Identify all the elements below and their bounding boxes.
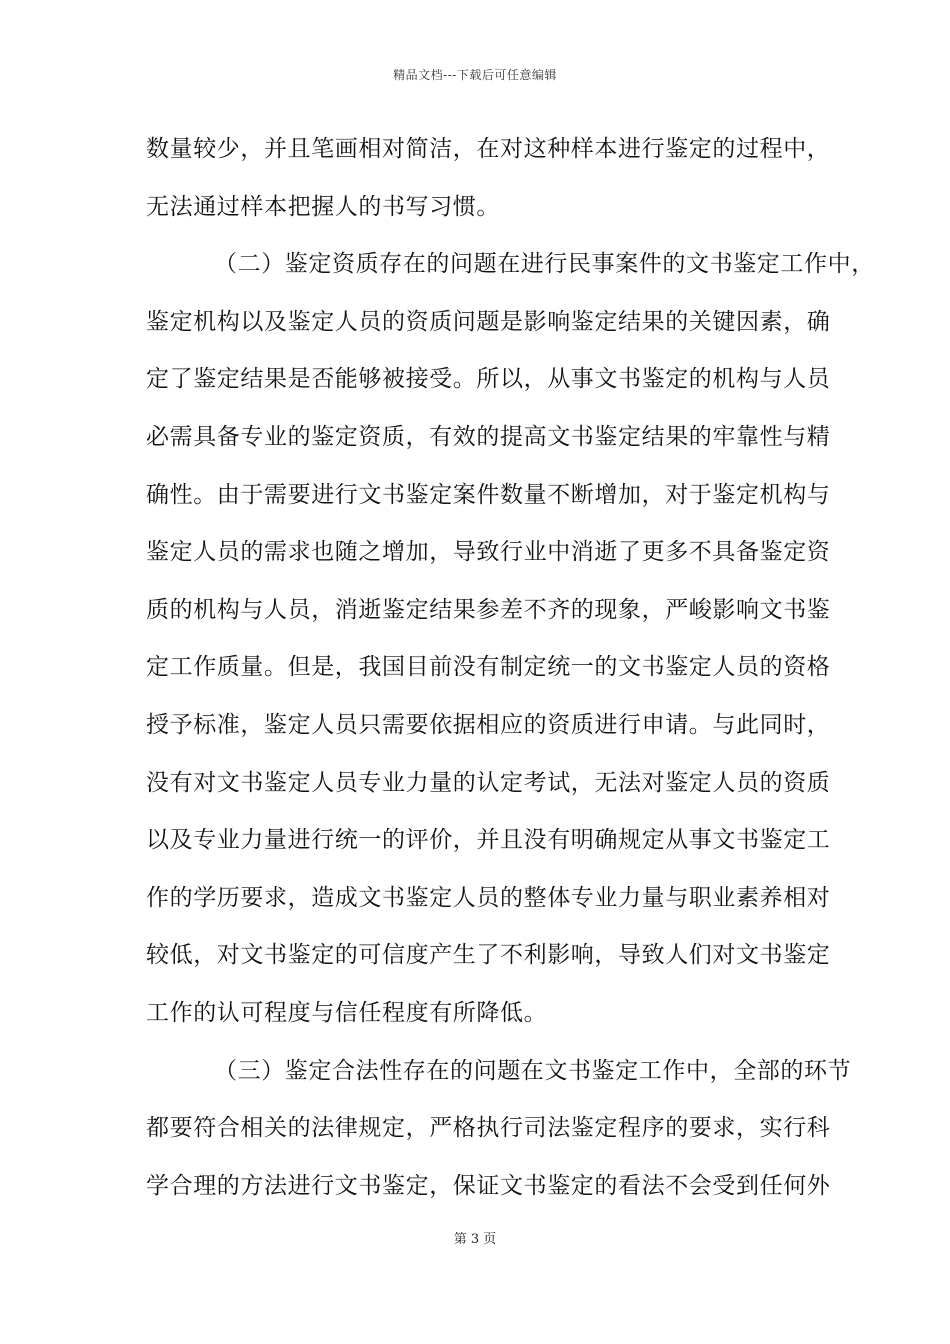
section-heading-line: （三）鉴定合法性存在的问题在文书鉴定工作中，全部的环节	[214, 1057, 852, 1084]
text-line: 作的学历要求，造成文书鉴定人员的整体专业力量与职业素养相对	[146, 884, 831, 911]
text-line: 无法通过样本把握人的书写习惯。	[146, 193, 500, 220]
text-line: 授予标准，鉴定人员只需要依据相应的资质进行申请。与此同时，	[146, 711, 831, 738]
text-line: 鉴定人员的需求也随之增加，导致行业中消逝了更多不具备鉴定资	[146, 539, 831, 566]
text-line: 工作的认可程度与信任程度有所降低。	[146, 999, 548, 1026]
text-line: 学合理的方法进行文书鉴定，保证文书鉴定的看法不会受到任何外	[146, 1172, 831, 1199]
page-number: 第 3 页	[453, 1232, 497, 1247]
text-line: 确性。由于需要进行文书鉴定案件数量不断增加，对于鉴定机构与	[146, 481, 831, 508]
text-line: 较低，对文书鉴定的可信度产生了不利影响，导致人们对文书鉴定	[146, 942, 831, 969]
text-line: 鉴定机构以及鉴定人员的资质问题是影响鉴定结果的关键因素，确	[146, 308, 831, 335]
document-body	[146, 134, 875, 1228]
text-line: 定工作质量。但是，我国目前没有制定统一的文书鉴定人员的资格	[146, 654, 831, 681]
text-line: 以及专业力量进行统一的评价，并且没有明确规定从事文书鉴定工	[146, 827, 831, 854]
text-line: 必需具备专业的鉴定资质，有效的提高文书鉴定结果的牢靠性与精	[146, 423, 831, 450]
page-header: 精品文档---下载后可任意编辑	[393, 68, 557, 82]
text-line: 数量较少，并且笔画相对简洁，在对这种样本进行鉴定的过程中，	[146, 136, 831, 162]
section-heading-line: （二）鉴定资质存在的问题在进行民事案件的文书鉴定工作中，	[214, 251, 875, 278]
text-line: 没有对文书鉴定人员专业力量的认定考试，无法对鉴定人员的资质	[146, 769, 831, 796]
text-line: 都要符合相关的法律规定，严格执行司法鉴定程序的要求，实行科	[146, 1115, 831, 1142]
text-line: 质的机构与人员，消逝鉴定结果参差不齐的现象，严峻影响文书鉴	[146, 596, 831, 623]
text-line: 定了鉴定结果是否能够被接受。所以，从事文书鉴定的机构与人员	[146, 366, 831, 393]
